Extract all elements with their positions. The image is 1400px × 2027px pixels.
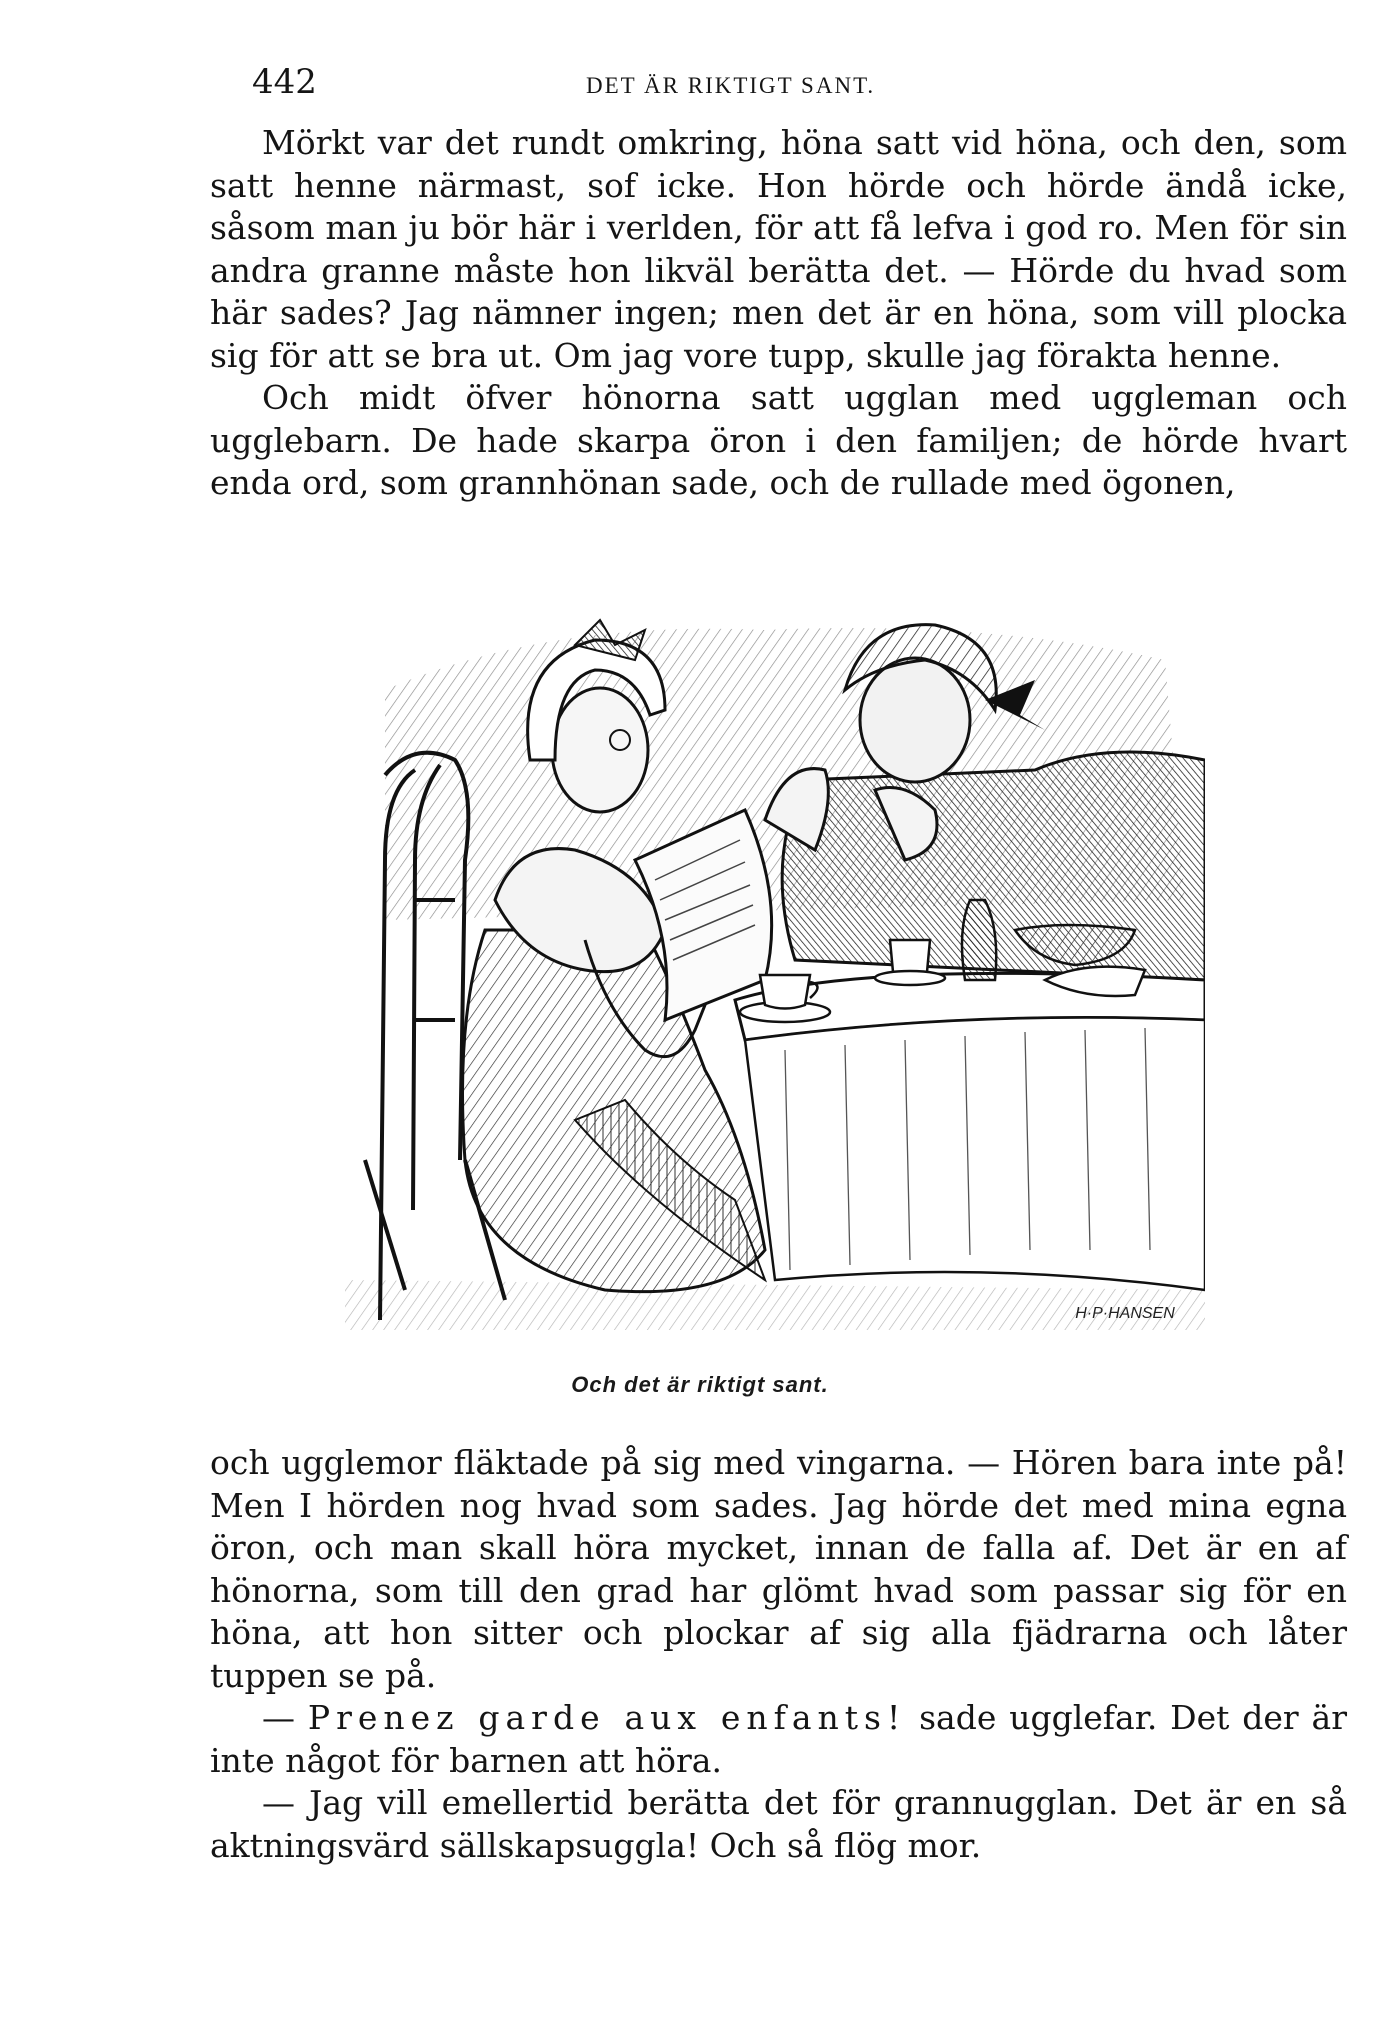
text-block-top (210, 122, 1347, 505)
illustration-caption: Och det är riktigt sant. (571, 1372, 829, 1397)
paragraph-1: Mörkt var det rundt omkring, höna satt vid höna, och den, som satt henne närmast, sof icke. Hon hörde och hörde ändå icke, såsom man ju bör här i verlden, för att få lefva i god ro. Men för sin andra granne måste hon likväl berätta det. — Hörde du hvad som här sades? Jag nämner ingen; men det är en höna, som vill plocka sig för att se bra ut. Om jag vore tupp, skulle jag förakta henne. (210, 123, 1347, 375)
paragraph-2: Och midt öfver hönorna satt ugglan med uggleman och ugglebarn. De hade skarpa öron i den familjen; de hörde hvart enda ord, som grannhönan sade, och de rullade med ögonen, (210, 378, 1347, 502)
french-phrase: Prenez garde aux enfants! (307, 1698, 907, 1737)
running-head (252, 62, 1078, 106)
text-block-bottom (210, 1442, 1347, 1867)
artist-signature: H·P·HANSEN (1075, 1305, 1175, 1322)
dash: — (262, 1698, 308, 1737)
woman-right-face (860, 658, 970, 782)
page-number: 442 (252, 62, 317, 102)
tablecloth (745, 1018, 1205, 1291)
woman-left-face (552, 688, 648, 812)
running-title: DET ÄR RIKTIGT SANT. (586, 73, 876, 98)
paragraph-4-rest: sade ugglefar. Det der är inte något för barnen att höra. (210, 1698, 1348, 1780)
paragraph-3: och ugglemor fläktade på sig med vingarna. — Hören bara inte på! Men I hörden nog hvad som sades. Jag hörde det med mina egna öron, och man skall höra mycket, innan de falla af. Det är en af hönorna, som till den grad har glömt hvad som passar sig för en höna, att hon sitter och plockar af sig alla fjädrarna och låter tuppen se på. (210, 1443, 1347, 1695)
paragraph-5: — Jag vill emellertid berätta det för grannugglan. Det är en så aktningsvärd sällskapsuggla! Och så flög mor. (210, 1783, 1347, 1865)
bottle (962, 900, 996, 980)
paragraph-4 (210, 1697, 1347, 1782)
illustration-two-women-at-table (345, 600, 1205, 1330)
